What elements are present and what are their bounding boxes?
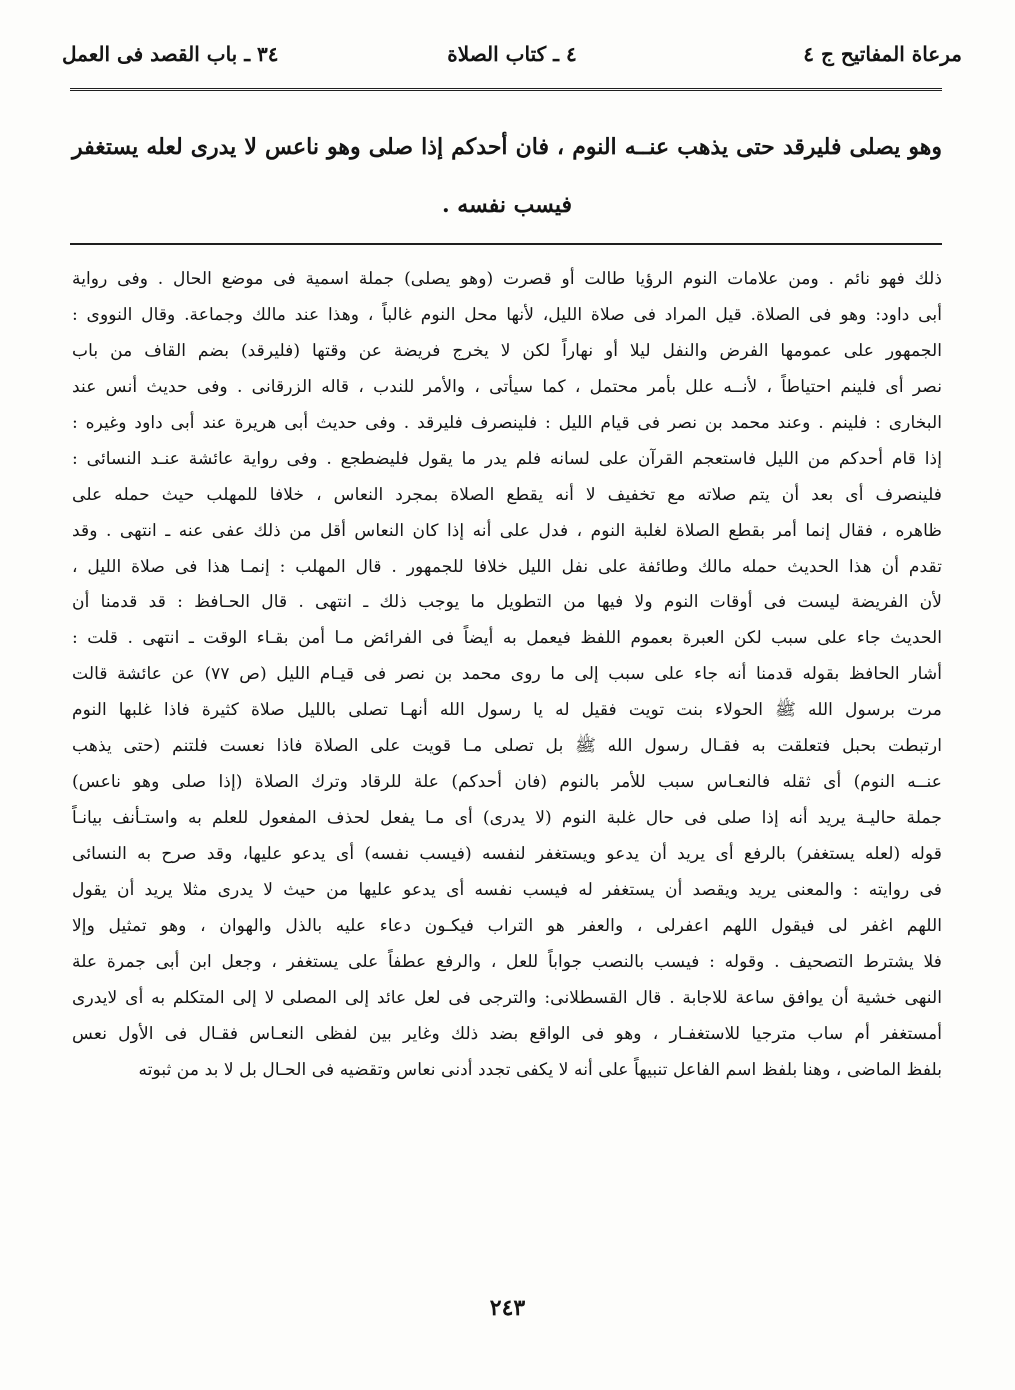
commentary-line: أبى داود: وهو فى الصلاة. قيل المراد فى صلاة الليل، لأنها محل النوم غالباً ، وهذا عند مالك وجماعة. وقال النووى :: [72, 304, 942, 325]
commentary-line: اللهم اغفر لى فيقول اللهم اعفرلى ، والعفر هو التراب فيكـون دعاء عليه بالذل والهوان ، وهو تمثيل وإلا: [72, 915, 942, 936]
commentary-line: قوله (لعله يستغفر) بالرفع أى يريد أن يدعو ويستغفر لنفسه (فيسب نفسه) أى يدعو عليها، وقد صرح به النسائى: [72, 844, 942, 864]
commentary-line: الحديث جاء على سبب لكن العبرة بعموم اللفظ فيعمل به أيضاً فى الفرائض مـا أمن بقـاء الوقت ـ انتهى . قلت :: [72, 628, 942, 649]
commentary-line: نصر أى فلينم احتياطاً ، لأنــه علل بأمر محتمل ، كما سيأتى ، والأمر للندب ، قاله الزرقانى . وفى حديث أنس عند: [72, 376, 942, 397]
page-number: ٢٤٣: [489, 1295, 526, 1321]
running-header: [62, 38, 962, 82]
commentary-line: فلينصرف أى بعد أن يتم صلاته مع تخفيف لا أنه يقطع الصلاة بمجرد النعاس ، خلافا للمهلب حيث حمله على: [72, 484, 942, 505]
commentary-line: أشار الحافظ بقوله قدمنا أنه جاء على سبب إلى ما روى محمد بن نصر فى قيـام الليل (ص ٧٧) عن عائشة قالت: [72, 664, 942, 685]
commentary-line: إذا قام أحدكم من الليل فاستعجم القرآن على لسانه فلم يدر ما يقول فليضطجع . وفى رواية عائشة عنـد النسائى :: [72, 448, 942, 469]
commentary-body: [72, 262, 942, 1089]
commentary-line: فى روايته : والمعنى يريد ويقصد أن يستغفر له فيسب نفسه أى يدعو عليها من حيث لا يدرى مثلا يريد أن يقول: [72, 879, 942, 900]
hadith-divider: [70, 243, 942, 245]
header-rule: [70, 88, 942, 91]
commentary-line: الجمهور على عمومها الفرض والنفل ليلا أو نهاراً لكن لا يخرج فريضة عن وقتها (فليرقد) بضم القاف من باب: [72, 340, 942, 361]
commentary-line: عنــه النوم) أى ثقله فالنعـاس سبب للأمر بالنوم (فان أحدكم) علة للرقاد وترك الصلاة (إذا صلى وهو ناعس): [72, 772, 942, 793]
commentary-line: النهى خشية أن يوافق ساعة للاجابة . قال القسطلانى: والترجى فى لعل عائد إلى المصلى لا إلى المتكلم به أى لايدرى: [72, 987, 942, 1008]
commentary-line: ارتبطت بحبل فتعلقت به فقـال رسول الله ﷺ بل تصلى مـا قويت على الصلاة فاذا نعست فلتنم (حتى يذهب: [72, 736, 942, 757]
commentary-line: أمستغفر أم ساب مترجيا للاستغفـار ، وهو فى الواقع بضد ذلك وغاير بين لفظى النعـاس فقـال فى الأول نعس: [72, 1023, 942, 1044]
header-section-title: ٣٤ ـ باب القصد فى العمل: [62, 42, 279, 66]
commentary-line: تقدم أن هذا الحديث حمله مالك وطائفة على نفل الليل خلافا للجمهور . قال المهلب : إنمـا هذا فى صلاة الليل ،: [72, 556, 942, 577]
commentary-line: لأن الفريضة ليست فى أوقات النوم ولا فيها من التطويل ما يوجب ذلك ـ انتهى . قال الحـافظ : قد قدمنا أن: [72, 592, 942, 613]
commentary-line: مرت برسول الله ﷺ الحولاء بنت تويت فقيل له يا رسول الله أنهـا تصلى بالليل صلاة كثيرة فاذا غلبها النوم: [72, 700, 942, 721]
commentary-line: ذلك فهو نائم . ومن علامات النوم الرؤيا طالت أو قصرت (وهو يصلى) جملة اسمية فى موضع الحال . وفى رواية: [72, 269, 942, 289]
commentary-line: جملة حاليـة يريد أنه إذا صلى فى حال غلبة النوم (لا يدرى) أى مـا يفعل لحذف المفعول للعلم به واستـأنف بيانـاً: [72, 808, 942, 829]
hadith-text: وهو يصلى فليرقد حتى يذهب عنــه النوم ، فان أحدكم إذا صلى وهو ناعس لا يدرى لعله يستغفر فيسب نفسه .: [72, 134, 942, 218]
header-book-title: مرعاة المفاتيح ج ٤: [803, 42, 962, 66]
commentary-line: بلفظ الماضى ، وهنا بلفظ اسم الفاعل تنبيهاً على أنه لا يكفى تجدد أدنى نعاس وتقضيه فى الحـال بل لا بد من ثبوته: [138, 1059, 942, 1080]
commentary-line: ظاهره ، فقال إنما أمر بقطع الصلاة لغلبة النوم ، فدل على أنه إذا كان النعاس أقل من ذلك عفى عنه ـ انتهى . وقد: [72, 520, 942, 541]
commentary-line: البخارى : فلينم . وعند محمد بن نصر فى قيام الليل : فلينصرف فليرقد . وفى حديث أبى هريرة عند أبى داود وغيره :: [72, 412, 942, 433]
commentary-line: فلا يشترط التصحيف . وقوله : فيسب بالنصب جواباً للعل ، والرفع عطفاً على يستغفر ، وجعل ابن أبى جمرة علة: [72, 951, 942, 972]
header-chapter-title: ٤ ـ كتاب الصلاة: [447, 42, 577, 66]
